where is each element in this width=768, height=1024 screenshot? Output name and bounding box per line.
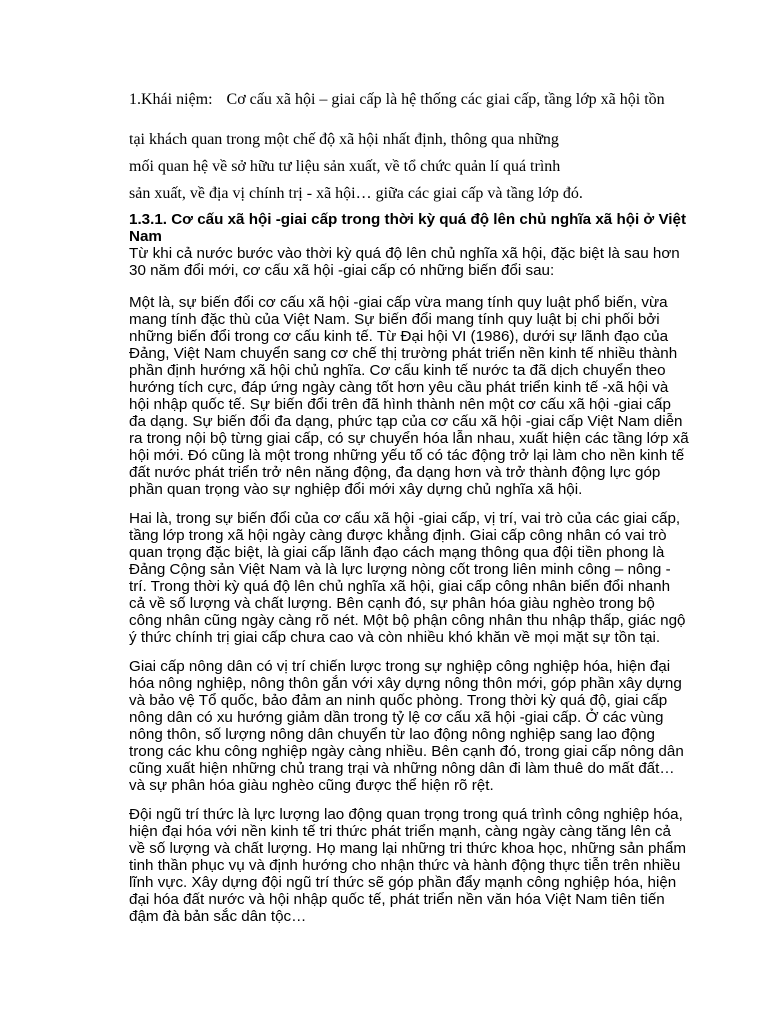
concept-line-4: sản xuất, về địa vị chính trị - xã hội… giữa các giai cấp và tầng lớp đó. — [129, 185, 583, 202]
paragraph-hai-la: Hai là, trong sự biến đổi của cơ cấu xã hội -giai cấp, vị trí, vai trò của các giai cấp, tầng lớp trong xã hội ngày càng được khẳng định. Giai cấp công nhân có vai trò quan trọng đặc biệt, là giai cấp lãnh đạo cách mạng thông qua đội tiền phong là Đảng Cộng sản Việt Nam và là lực lượng nòng cốt trong liên minh công – nông - trí. Trong thời kỳ quá độ lên chủ nghĩa xã hội, giai cấp công nhân biến đổi nhanh cả về số lượng và chất lượng. Bên cạnh đó, sự phân hóa giàu nghèo trong bộ công nhân cũng ngày càng rõ nét. Một bộ phận công nhân thu nhập thấp, giác ngộ ý thức chính trị giai cấp chưa cao và còn nhiều khó khăn về mọi mặt sự tồn tại. — [129, 510, 686, 646]
concept-label: 1.Khái niệm: — [129, 91, 213, 108]
concept-line-2: tại khách quan trong một chế độ xã hội nhất định, thông qua những — [129, 131, 559, 148]
paragraph-mot-la: Một là, sự biến đổi cơ cấu xã hội -giai cấp vừa mang tính quy luật phổ biến, vừa mang tính đặc thù của Việt Nam. Sự biến đổi mang tính quy luật bị chi phối bởi những biến đổi trong cơ cấu kinh tế. Từ Đại hội VI (1986), dưới sự lãnh đạo của Đảng, Việt Nam chuyển sang cơ chế thị trường phát triển nền kinh tế nhiều thành phần định hướng xã hội chủ nghĩa. Cơ cấu kinh tế nước ta đã dịch chuyển theo hướng tích cực, đáp ứng ngày càng tốt hơn yêu cầu phát triển kinh tế -xã hội và hội nhập quốc tế. Sự biến đổi trên đã hình thành nên một cơ cấu xã hội -giai cấp đa dạng. Sự biến đổi đa dạng, phức tạp của cơ cấu xã hội -giai cấp Việt Nam diễn ra trong nội bộ từng giai cấp, có sự chuyển hóa lẫn nhau, xuất hiện các tầng lớp xã hội mới. Đó cũng là một trong những yếu tố có tác động trở lại làm cho nền kinh tế đất nước phát triển trở nên năng động, đa dạng hơn và trở thành động lực góp phần quan trọng vào sự nghiệp đổi mới xây dựng chủ nghĩa xã hội. — [129, 294, 689, 498]
concept-text-line-1: Cơ cấu xã hội – giai cấp là hệ thống các giai cấp, tầng lớp xã hội tồn — [226, 91, 665, 108]
concept-line-1 — [129, 90, 665, 110]
section-heading: 1.3.1. Cơ cấu xã hội -giai cấp trong thời kỳ quá độ lên chủ nghĩa xã hội ở Việt Nam — [129, 211, 687, 245]
section-content — [129, 211, 689, 937]
concept-line-3: mối quan hệ về sở hữu tư liệu sản xuất, về tổ chức quản lí quá trình — [129, 158, 561, 175]
paragraph-intro: Từ khi cả nước bước vào thời kỳ quá độ lên chủ nghĩa xã hội, đặc biệt là sau hơn 30 năm đổi mới, cơ cấu xã hội -giai cấp có những biến đổi sau: — [129, 245, 680, 279]
paragraph-nong-dan: Giai cấp nông dân có vị trí chiến lược trong sự nghiệp công nghiệp hóa, hiện đại hóa nông nghiệp, nông thôn gắn với xây dựng nông thôn mới, góp phần xây dựng và bảo vệ Tổ quốc, bảo đảm an ninh quốc phòng. Trong thời kỳ quá độ, giai cấp nông dân có xu hướng giảm dần trong tỷ lệ cơ cấu xã hội -giai cấp. Ở các vùng nông thôn, số lượng nông dân chuyển từ lao động nông nghiệp sang lao động trong các khu công nghiệp ngày càng nhiều. Bên cạnh đó, trong giai cấp nông dân cũng xuất hiện những chủ trang trại và những nông dân đi làm thuê do mất đất… và sự phân hóa giàu nghèo cũng được thể hiện rõ rệt. — [129, 658, 684, 794]
paragraph-tri-thuc: Đội ngũ trí thức là lực lượng lao động quan trọng trong quá trình công nghiệp hóa, hiện đại hóa với nền kinh tế tri thức phát triển mạnh, càng ngày càng tăng lên cả về số lượng và chất lượng. Họ mang lại những tri thức khoa học, những sản phẩm tinh thần phục vụ và định hướng cho nhận thức và hành động thực tiễn trên nhiều lĩnh vực. Xây dựng đội ngũ trí thức sẽ góp phần đẩy mạnh công nghiệp hóa, hiện đại hóa đất nước và hội nhập quốc tế, phát triển nền văn hóa Việt Nam tiên tiến đậm đà bản sắc dân tộc… — [129, 806, 687, 925]
